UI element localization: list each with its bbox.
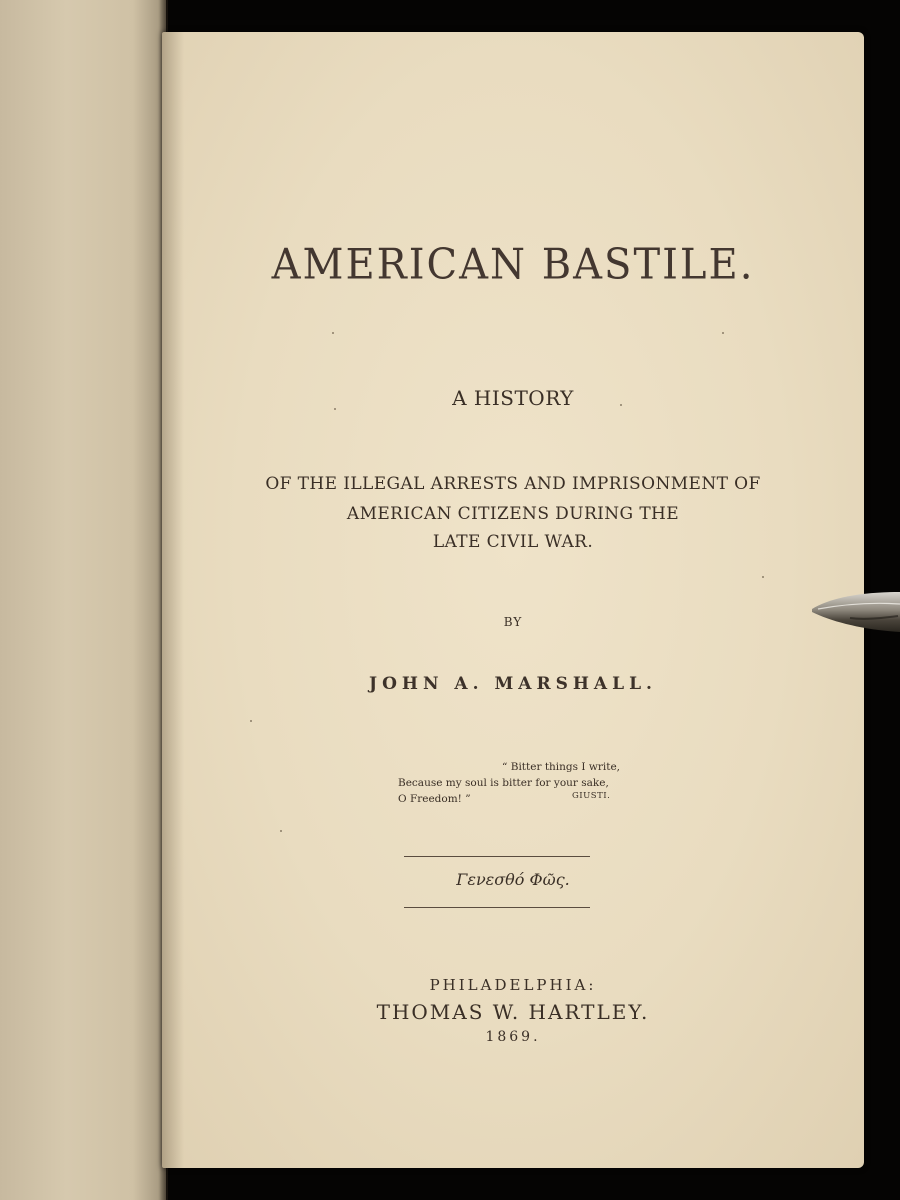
epigraph-line: Because my soul is bitter for your sake, [398,777,609,789]
description-line: AMERICAN CITIZENS DURING THE [346,504,680,524]
imprint-city: PHILADELPHIA: [429,976,597,994]
paper-speck [620,404,622,406]
epigraph-line: O Freedom! ” [398,793,471,805]
description-line: OF THE ILLEGAL ARRESTS AND IMPRISONMENT OF [265,474,761,494]
page-shadow [162,32,184,1168]
book-title: AMERICAN BASTILE. [271,240,755,290]
paper-speck [722,332,724,334]
paper-speck [334,408,336,410]
author-name: JOHN A. MARSHALL. [369,674,657,694]
left-page [0,0,166,1200]
imprint-year: 1869. [485,1029,541,1045]
paper-speck [250,720,252,722]
book-subtitle: A HISTORY [452,386,574,410]
description-line: LATE CIVIL WAR. [432,532,594,552]
metal-bookmark [810,588,900,634]
imprint-publisher: THOMAS W. HARTLEY. [376,1000,650,1024]
title-page [162,32,864,1168]
paper-speck [332,332,334,334]
paper-speck [280,830,282,832]
divider-rule [404,907,590,908]
divider-rule [404,856,590,857]
epigraph-attribution: GIUSTI. [572,791,611,801]
greek-motto: Γενεσθό Φῶς. [456,870,570,889]
paper-speck [762,576,764,578]
by-line: BY [503,615,523,629]
epigraph-line: “ Bitter things I write, [502,761,620,773]
